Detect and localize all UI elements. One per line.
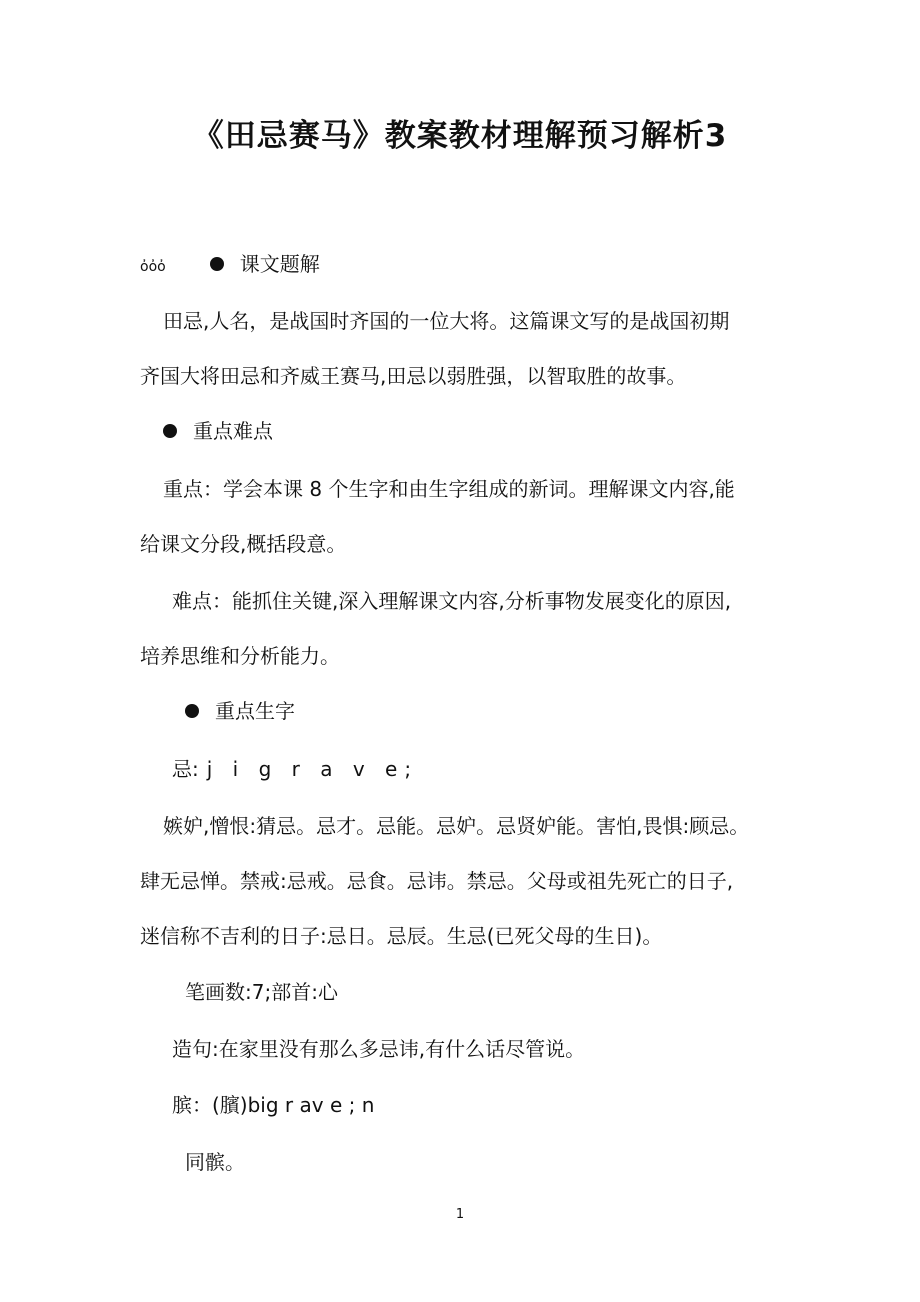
bullet-icon [163,424,177,438]
bullet-icon [210,257,224,271]
character-entry [172,755,418,783]
heading-prefix-glyphs: ὀὀὀ [140,259,166,275]
heading-key-characters [185,697,295,725]
character-entry: 膑：(臏)big r av e ; n [172,1093,375,1117]
character-label: 忌: [172,757,199,781]
paragraph-line: 迷信称不吉利的日子:忌日。忌辰。生忌(已死父母的生日)。 [140,924,663,948]
heading-key-points [163,417,273,445]
paragraph-line: 培养思维和分析能力。 [140,644,340,668]
paragraph-line: 给课文分段,概括段意。 [140,532,347,556]
paragraph-line: 造句:在家里没有那么多忌讳,有什么话尽管说。 [172,1037,586,1061]
heading-label: 重点难点 [193,419,273,443]
paragraph-line: 难点：能抓住关键,深入理解课文内容,分析事物发展变化的原因, [172,589,732,613]
paragraph-line: 同髌。 [185,1150,245,1174]
character-pinyin: j i g r a v e; [206,757,419,781]
paragraph-line: 齐国大将田忌和齐威王赛马,田忌以弱胜强，以智取胜的故事。 [140,364,687,388]
heading-text-explanation [140,250,320,281]
page-number: 1 [455,1207,465,1222]
bullet-icon [185,704,199,718]
heading-label: 课文题解 [239,252,320,276]
paragraph-line: 肆无忌惮。禁戒:忌戒。忌食。忌讳。禁忌。父母或祖先死亡的日子, [140,869,734,893]
heading-label: 重点生字 [215,699,295,723]
paragraph-line: 嫉妒,憎恨:猜忌。忌才。忌能。忌妒。忌贤妒能。害怕,畏惧:顾忌。 [163,814,750,838]
paragraph-line: 田忌,人名，是战国时齐国的一位大将。这篇课文写的是战国初期 [163,309,730,333]
paragraph-line: 笔画数:7;部首:心 [185,980,338,1004]
paragraph-line: 重点：学会本课 8 个生字和由生字组成的新词。理解课文内容,能 [163,477,735,501]
document-title: 《田忌赛马》教案教材理解预习解析3 [192,118,728,154]
